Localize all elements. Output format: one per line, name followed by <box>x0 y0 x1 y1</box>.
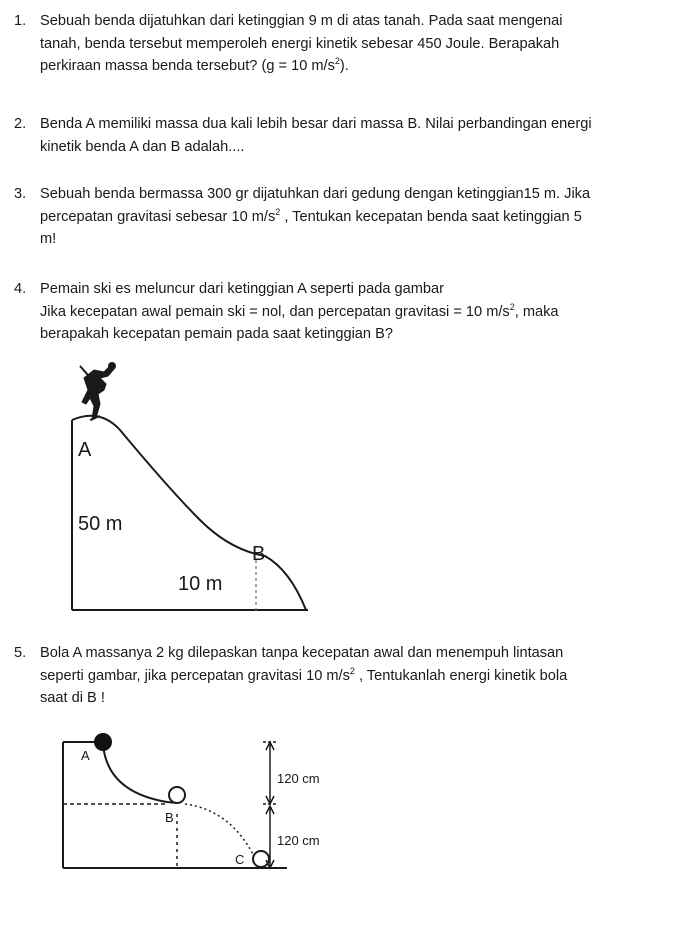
dimension-upper <box>263 742 277 804</box>
ball-track-diagram <box>55 730 345 880</box>
label-height-a: 50 m <box>78 513 123 535</box>
label-a: A <box>78 439 92 461</box>
ball-track-figure <box>55 730 345 885</box>
ski-slope-diagram <box>60 360 320 620</box>
question-text: Benda A memiliki massa dua kali lebih besar dari massa B. Nilai perbandingan energi kinetik benda A dan B adalah.... <box>40 116 592 155</box>
label-height-b: 10 m <box>178 573 223 595</box>
skier-icon <box>80 363 116 421</box>
question-text: Bola A massanya 2 kg dilepaskan tanpa kecepatan awal dan menempuh lintasan seperti gambar, jika percepatan gravitasi 10 $m/s^2$ , Tentukanlah energi kinetik bola saat di B ! <box>40 645 568 706</box>
question-1 <box>14 10 664 78</box>
ball-a <box>94 733 112 751</box>
question-number: 5. <box>14 645 27 661</box>
question-5 <box>14 642 664 710</box>
question-number: 3. <box>14 186 27 202</box>
track-curve <box>103 744 177 803</box>
label-lower-height: 120 cm <box>277 833 320 848</box>
label-upper-height: 120 cm <box>277 771 320 786</box>
label-a: A <box>81 748 90 763</box>
label-c: C <box>235 852 245 867</box>
question-number: 1. <box>14 13 27 29</box>
ball-b <box>169 787 185 803</box>
label-b: B <box>252 543 266 565</box>
question-2 <box>14 113 664 158</box>
question-4 <box>14 278 664 346</box>
label-b: B <box>165 810 174 825</box>
question-text: Sebuah benda dijatuhkan dari ketinggian 9 m di atas tanah. Pada saat mengenai tanah, benda tersebut memperoleh energi kinetik sebesar 450 Joule. Berapakah perkiraan massa benda tersebut? (g = 10 $m/s^2$). <box>40 13 563 74</box>
question-3 <box>14 183 664 251</box>
ski-slope-figure <box>60 360 320 625</box>
question-number: 4. <box>14 281 27 297</box>
projectile-path <box>185 804 255 858</box>
question-text: Sebuah benda bermassa 300 gr dijatuhkan dari gedung dengan ketinggian15 m. Jika percepatan gravitasi sebesar 10 $m/s^2$ , Tentukan kecepatan benda saat ketinggian 5 m! <box>40 186 591 247</box>
question-text: Pemain ski es meluncur dari ketinggian A seperti pada gambar Jika kecepatan awal pemain ski = nol, dan percepatan gravitasi = 10 $m/s^2$, maka berapakah kecepatan pemain pada saat ketinggian B? <box>40 281 559 342</box>
ball-c <box>253 851 269 867</box>
question-number: 2. <box>14 116 27 132</box>
